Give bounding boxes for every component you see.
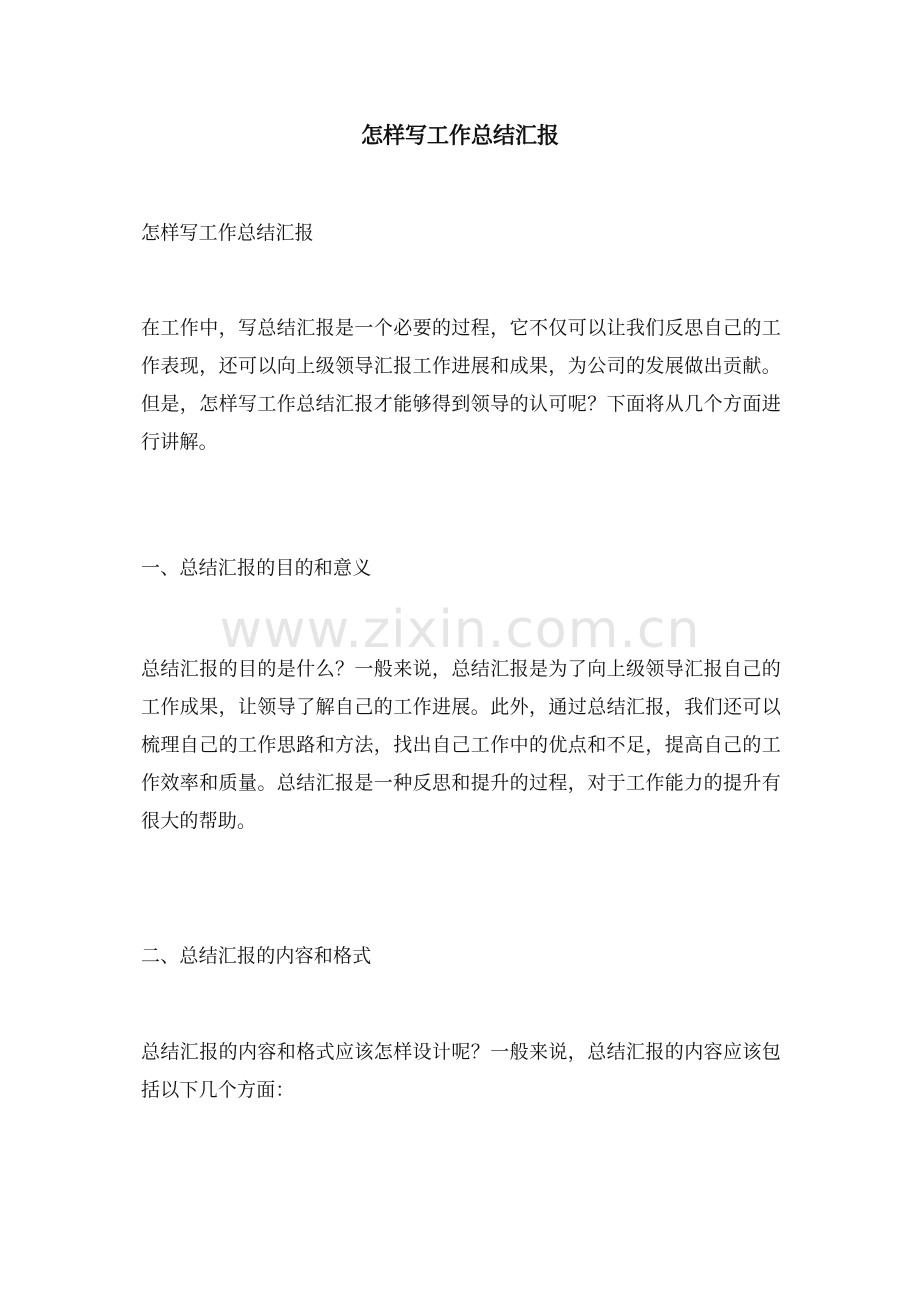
intro-paragraph: 在工作中，写总结汇报是一个必要的过程，它不仅可以让我们反思自己的工作表现，还可以向上级领导汇报工作进展和成果，为公司的发展做出贡献。但是，怎样写工作总结汇报才能够得到领导的认可呢？下面将从几个方面进行讲解。 [141,317,781,453]
document-subtitle: 怎样写工作总结汇报 [141,222,314,244]
section-2-heading: 二、总结汇报的内容和格式 [141,945,372,967]
section-1-heading: 一、总结汇报的目的和意义 [141,557,372,579]
section-2-paragraph: 总结汇报的内容和格式应该怎样设计呢？一般来说，总结汇报的内容应该包括以下几个方面： [141,1041,781,1101]
document-title: 怎样写工作总结汇报 [360,123,559,149]
section-1-paragraph: 总结汇报的目的是什么？一般来说，总结汇报是为了向上级领导汇报自己的工作成果，让领导了解自己的工作进展。此外，通过总结汇报，我们还可以梳理自己的工作思路和方法，找出自己工作中的优点和不足，提高自己的工作效率和质量。总结汇报是一种反思和提升的过程，对于工作能力的提升有很大的帮助。 [141,658,781,832]
watermark: www.zixin.com.cn [219,600,701,660]
